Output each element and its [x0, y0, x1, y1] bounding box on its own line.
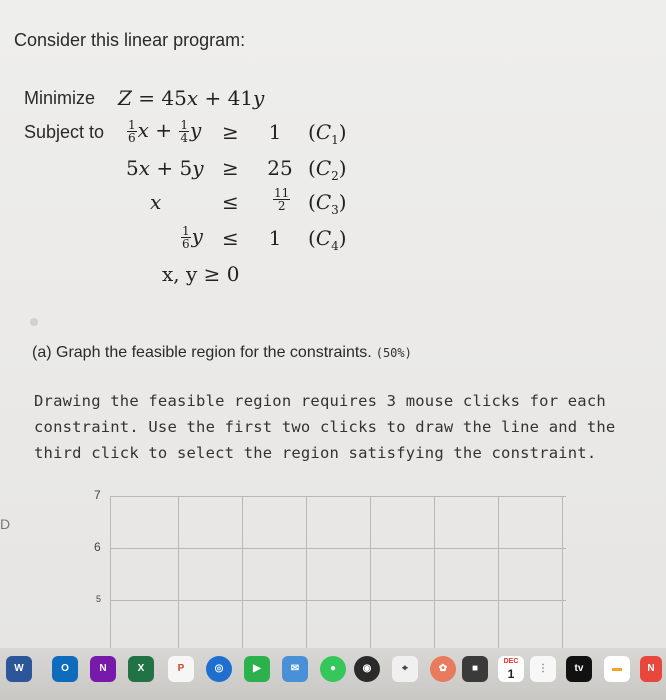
apple-tv-icon[interactable]	[566, 656, 592, 682]
constraint-c1-rhs: 1	[268, 120, 282, 144]
constraint-c3-tag: $(C_3)$	[308, 190, 347, 217]
calendar-day: 1	[507, 667, 515, 681]
calendar-icon[interactable]	[498, 656, 524, 682]
gridline-x6	[498, 496, 499, 648]
chrome-icon[interactable]: ◉	[354, 656, 380, 682]
part-a-text: (a) Graph the feasible region for the constraints.	[32, 344, 372, 361]
graph-instructions: Drawing the feasible region requires 3 mouse clicks for each constraint. Use the first two clicks to draw the line and the third click to select the region satisfying the constraint.	[34, 392, 616, 462]
excel-icon[interactable]: X	[128, 656, 154, 682]
constraint-c4-tag: $(C_4)$	[308, 226, 347, 253]
left-edge-text: D	[0, 516, 11, 532]
y-tick-5: 5	[96, 594, 102, 604]
notes-icon[interactable]: ■	[462, 656, 488, 682]
part-a-points: (50%)	[375, 346, 412, 360]
constraint-c2-tag: $(C_2)$	[308, 156, 347, 183]
constraint-c1-tag: $(C_1)$	[308, 120, 347, 147]
objective-function: Z = 45x + 41y	[118, 86, 265, 110]
graph-canvas[interactable]	[94, 488, 666, 648]
messages-icon[interactable]: ●	[320, 656, 346, 682]
reminders-icon[interactable]: ⋮	[530, 656, 556, 682]
y-tick-6: 6	[94, 540, 101, 554]
constraint-c4-relation: ≤	[222, 226, 239, 250]
constraint-c1-lhs: $\frac{1}{6}$ x + $\frac{1}{4}$ y	[128, 118, 202, 145]
stickies-icon[interactable]: ▬	[604, 656, 630, 682]
gridline-x3	[306, 496, 307, 648]
facetime-icon[interactable]: ▶	[244, 656, 270, 682]
part-a-heading	[32, 344, 412, 362]
calendar-month: DEC	[503, 658, 519, 665]
constraint-c3-lhs: x	[150, 190, 162, 214]
outlook-icon[interactable]: O	[52, 656, 78, 682]
constraint-c2-rhs: 25	[267, 156, 293, 180]
gridline-x5	[434, 496, 435, 648]
mail-icon[interactable]: ✉	[282, 656, 308, 682]
powerpoint-icon[interactable]: P	[168, 656, 194, 682]
gridline-x7	[562, 496, 563, 648]
page-mark	[30, 318, 38, 326]
constraint-c4-rhs: 1	[268, 226, 282, 250]
nonnegativity-constraint: x, y ≥ 0	[162, 262, 240, 286]
gridline-x2	[242, 496, 243, 648]
photos-icon[interactable]: ✿	[430, 656, 456, 682]
apple-tv-label: tv	[574, 663, 584, 674]
constraint-c1-relation: ≥	[222, 120, 239, 144]
subject-to-label: Subject to	[24, 122, 105, 142]
gridline-x1	[178, 496, 179, 648]
y-axis	[110, 496, 111, 648]
dock	[0, 648, 666, 700]
safari-icon[interactable]: ◎	[206, 656, 232, 682]
word-icon[interactable]: W	[6, 656, 32, 682]
maps-icon[interactable]: ⌖	[392, 656, 418, 682]
y-tick-7: 7	[94, 488, 101, 502]
question-prompt: Consider this linear program:	[14, 30, 246, 50]
gridline-x4	[370, 496, 371, 648]
constraint-c2-lhs: 5x + 5y	[126, 156, 204, 180]
constraint-c3-relation: ≤	[222, 190, 239, 214]
constraint-c4-lhs: $\frac{1}{6}$ y	[182, 224, 203, 251]
constraint-c2-relation: ≥	[222, 156, 239, 180]
onenote-icon[interactable]: N	[90, 656, 116, 682]
constraint-c3-rhs: $\frac{11}{2}$	[274, 186, 290, 213]
objective-label: Minimize	[24, 88, 96, 108]
news-icon[interactable]: N	[640, 656, 662, 682]
